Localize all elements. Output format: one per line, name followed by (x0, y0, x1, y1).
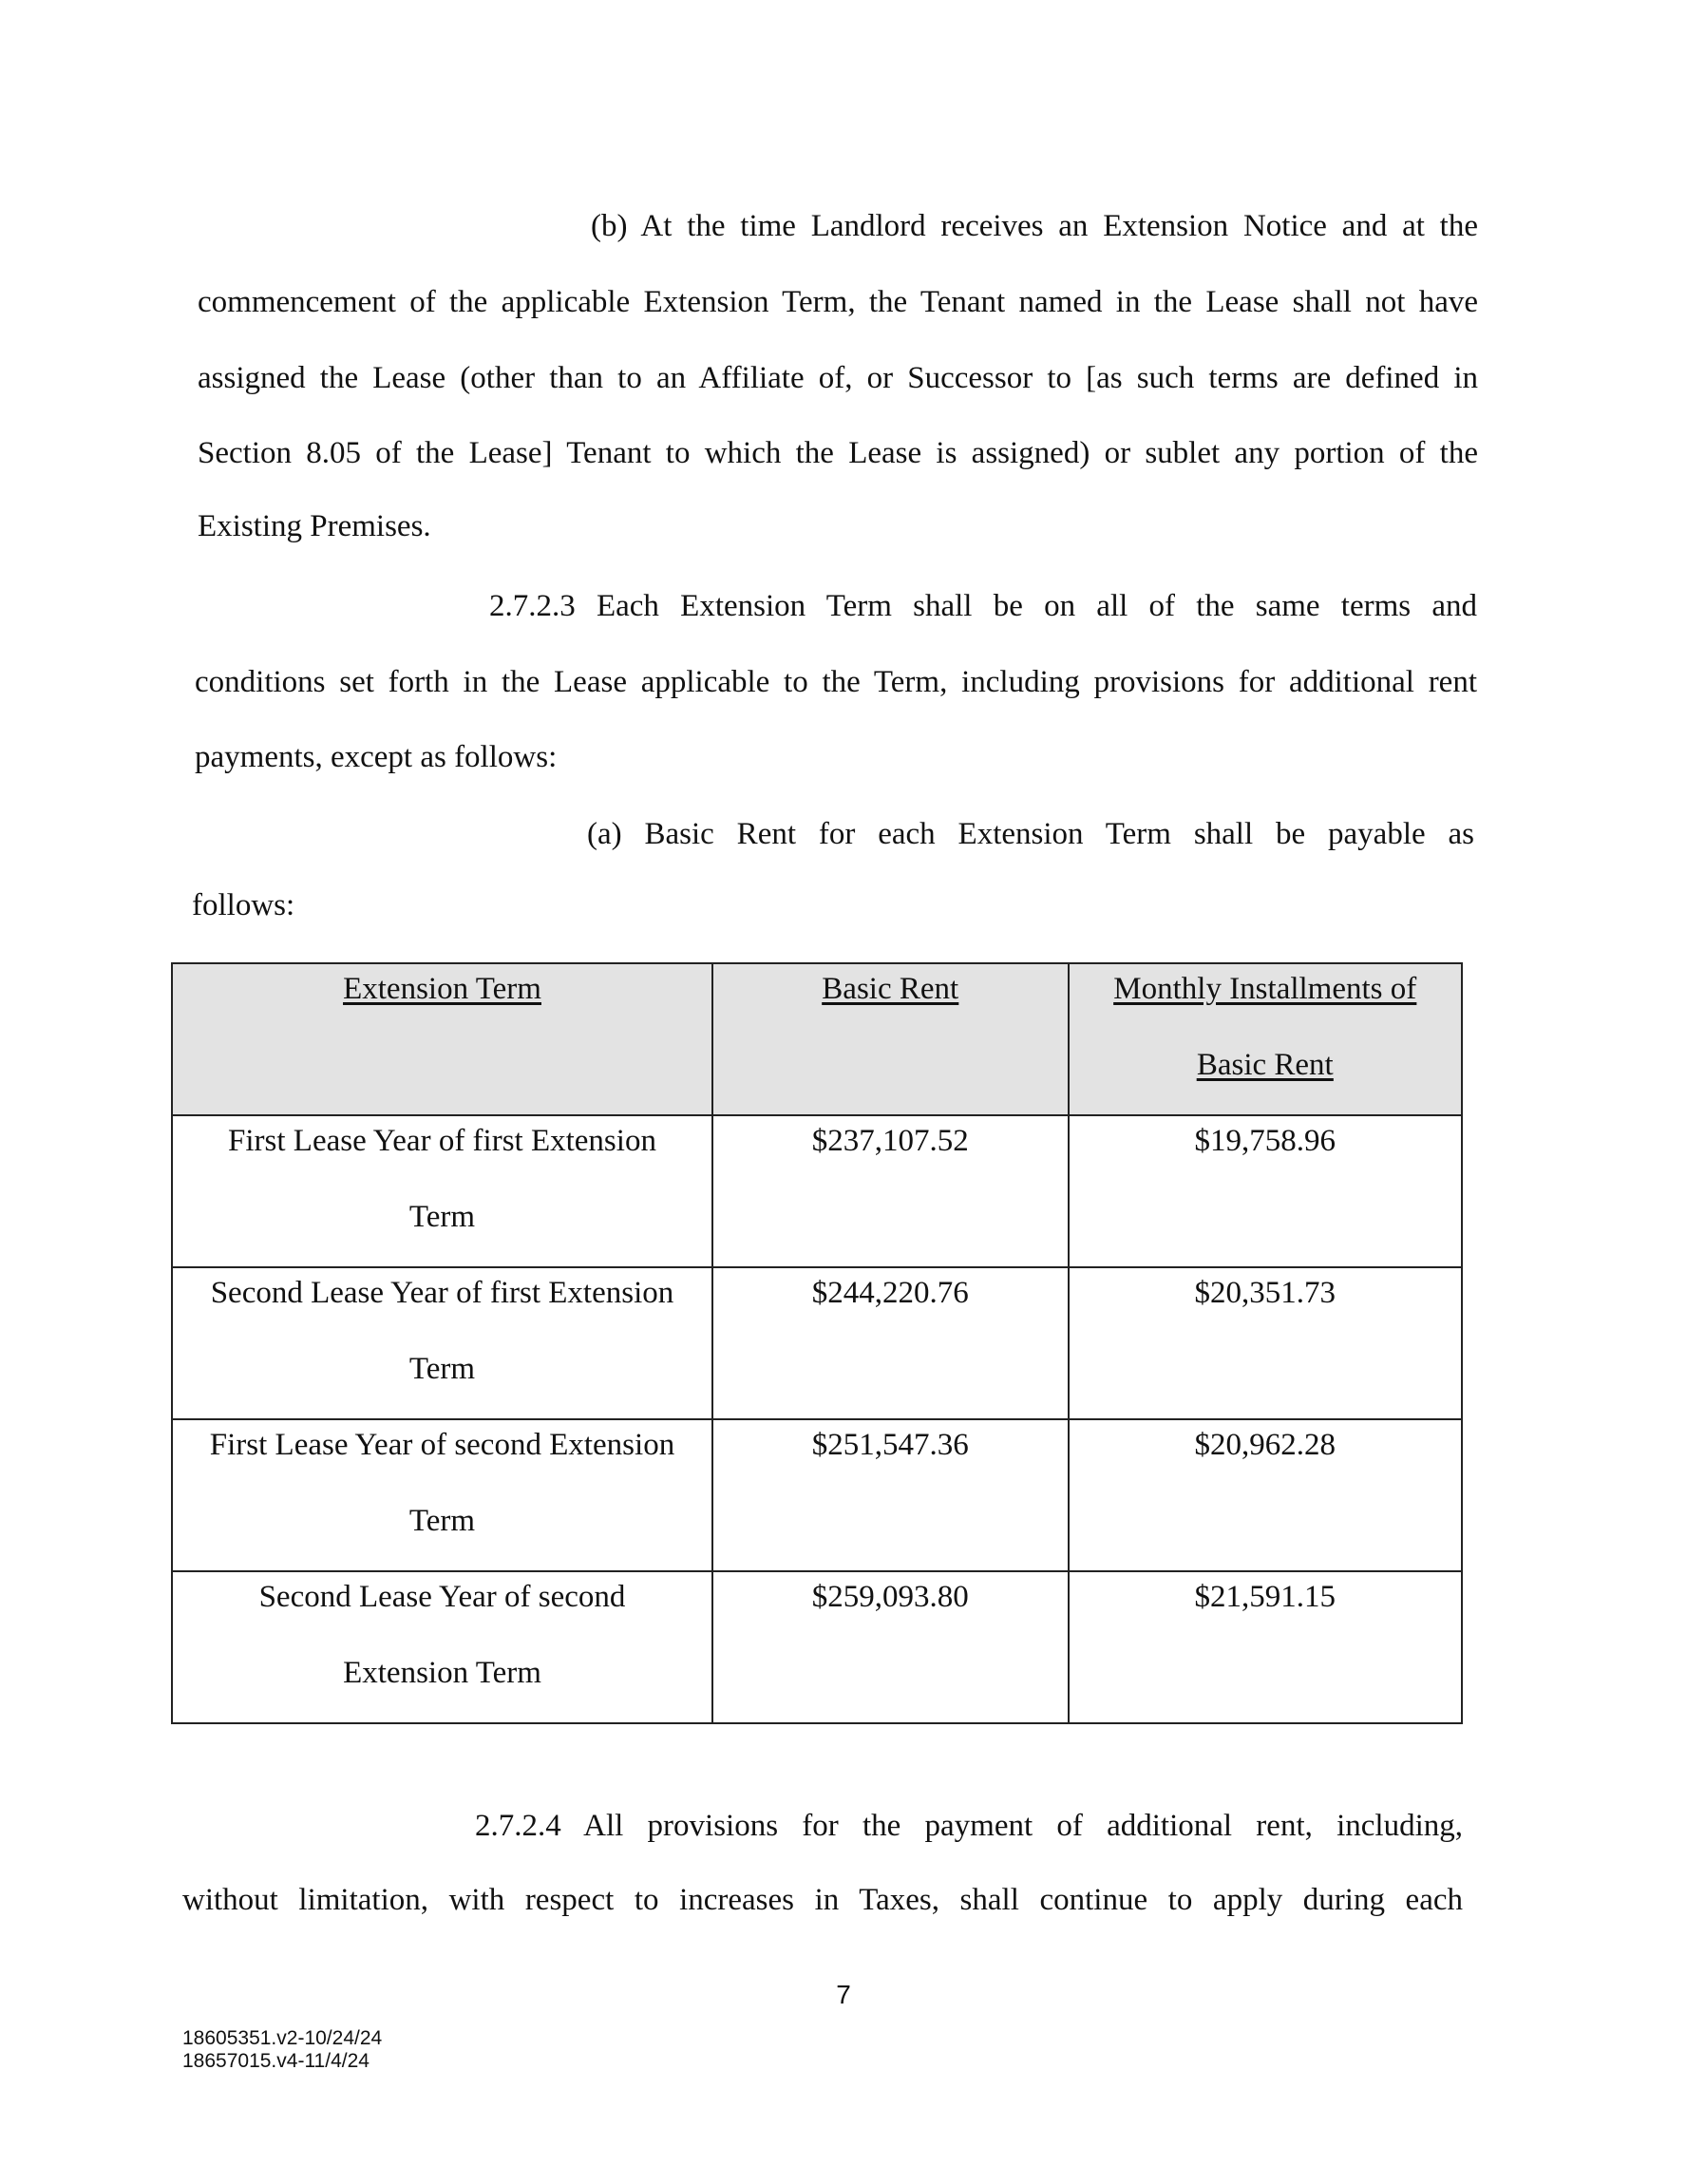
extension-term-cell (172, 1267, 712, 1419)
header-basic-rent-label: Basic Rent (822, 972, 959, 1006)
section-2723-line-3: payments, except as follows: (195, 740, 558, 774)
term-line-2: Term (408, 1352, 476, 1386)
basic-rent-cell: $259,093.80 (712, 1571, 1069, 1723)
header-extension-term (172, 963, 712, 1115)
term-line-1: Second Lease Year of first Extension (210, 1276, 674, 1310)
paragraph-b-line-1: (b) At the time Landlord receives an Extension Notice and at the (591, 209, 1478, 243)
header-monthly-installments (1069, 963, 1462, 1115)
extension-term-cell (172, 1115, 712, 1267)
term-line-1: First Lease Year of second Extension (209, 1428, 675, 1462)
page-number: 7 (836, 1980, 851, 2009)
paragraph-a-line-1: (a) Basic Rent for each Extension Term shall be payable as (587, 817, 1474, 851)
paragraph-b-line-2: commencement of the applicable Extension Term, the Tenant named in the Lease shall not have (198, 285, 1478, 319)
term-line-1: Second Lease Year of second (258, 1580, 626, 1614)
header-monthly-line-2: Basic Rent (1196, 1048, 1334, 1082)
basic-rent-cell: $237,107.52 (712, 1115, 1069, 1267)
extension-term-cell (172, 1419, 712, 1571)
table-row (172, 1267, 1462, 1419)
paragraph-b-line-4: Section 8.05 of the Lease] Tenant to which the Lease is assigned) or sublet any portion of the (198, 436, 1478, 470)
document-id-2: 18657015.v4-11/4/24 (182, 2050, 370, 2072)
basic-rent-cell: $251,547.36 (712, 1419, 1069, 1571)
monthly-installment-cell: $20,962.28 (1069, 1419, 1462, 1571)
paragraph-b-line-3: assigned the Lease (other than to an Affiliate of, or Successor to [as such terms are defined in (198, 361, 1478, 395)
section-2724-line-1: 2.7.2.4 All provisions for the payment of additional rent, including, (475, 1809, 1463, 1843)
table-row (172, 1419, 1462, 1571)
table-row (172, 1571, 1462, 1723)
term-line-1: First Lease Year of first Extension (228, 1124, 656, 1158)
term-line-2: Term (408, 1200, 476, 1234)
monthly-installment-cell: $21,591.15 (1069, 1571, 1462, 1723)
table-header-row (172, 963, 1462, 1115)
basic-rent-cell: $244,220.76 (712, 1267, 1069, 1419)
basic-rent-table (171, 962, 1463, 1724)
term-line-2: Extension Term (343, 1656, 541, 1690)
table-row (172, 1115, 1462, 1267)
section-2724-line-2: without limitation, with respect to increases in Taxes, shall continue to apply during each (182, 1883, 1463, 1917)
header-monthly-line-1: Monthly Installments of (1113, 972, 1417, 1006)
paragraph-b-line-5: Existing Premises. (198, 509, 431, 543)
header-extension-term-label: Extension Term (343, 972, 541, 1006)
section-2723-line-1: 2.7.2.3 Each Extension Term shall be on all of the same terms and (489, 589, 1477, 623)
monthly-installment-cell: $20,351.73 (1069, 1267, 1462, 1419)
extension-term-cell (172, 1571, 712, 1723)
monthly-installment-cell: $19,758.96 (1069, 1115, 1462, 1267)
header-basic-rent (712, 963, 1069, 1115)
section-2723-line-2: conditions set forth in the Lease applicable to the Term, including provisions for additional rent (195, 665, 1477, 699)
term-line-2: Term (408, 1504, 476, 1538)
paragraph-a-line-2: follows: (192, 888, 295, 922)
document-id-1: 18605351.v2-10/24/24 (182, 2027, 383, 2049)
